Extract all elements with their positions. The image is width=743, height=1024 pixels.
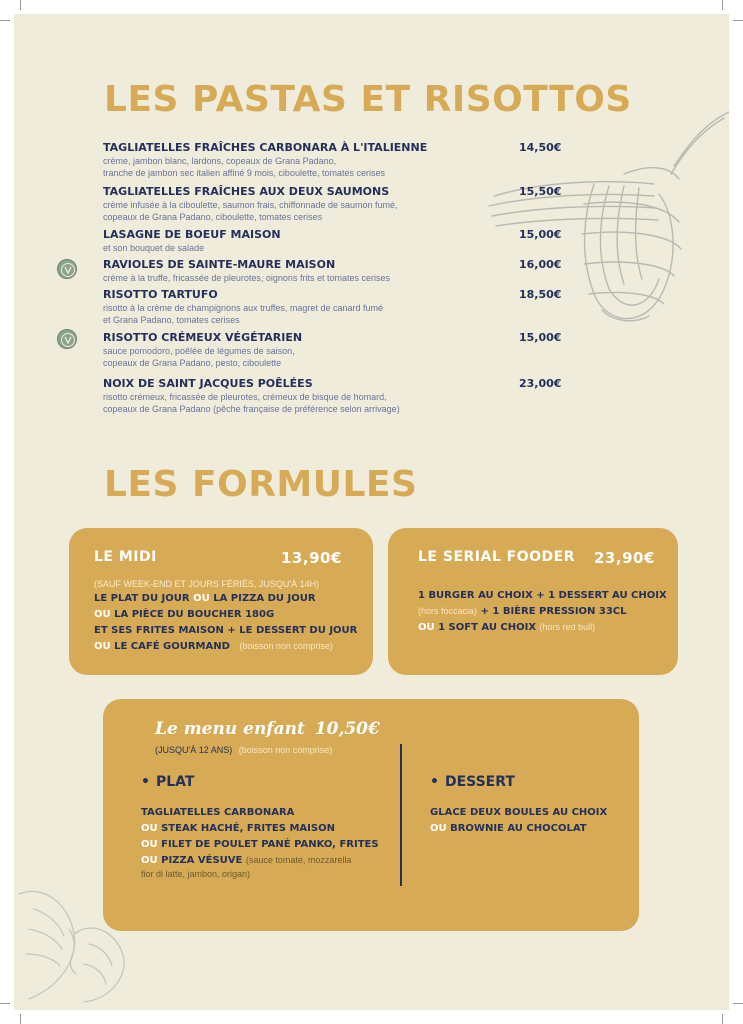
menu-item xyxy=(103,258,583,284)
menu-enfant-age xyxy=(155,745,332,755)
formule-line xyxy=(418,620,595,635)
line-text: TAGLIATELLES CARBONARA xyxy=(141,807,295,818)
ou-text: OU xyxy=(94,641,111,652)
formule-line xyxy=(94,607,274,622)
line-text: LA PIÈCE DU BOUCHER 180G xyxy=(114,609,275,620)
formule-price: 23,90€ xyxy=(594,549,655,567)
item-desc: et son bouquet de salade xyxy=(103,243,205,253)
item-name: TAGLIATELLES FRAÎCHES CARBONARA À L'ITALIENNE xyxy=(103,141,428,154)
line-note: (hors red bull) xyxy=(539,622,596,632)
item-name: RISOTTO CRÉMEUX VÉGÉTARIEN xyxy=(103,331,303,344)
formule-line xyxy=(94,639,333,654)
menu-item xyxy=(103,331,583,369)
line-text: PIZZA VÉSUVE xyxy=(161,855,243,866)
menu-enfant-card xyxy=(103,699,639,931)
item-name: NOIX DE SAINT JACQUES POÊLÉES xyxy=(103,377,313,390)
ou-text: OU xyxy=(141,855,158,866)
item-price: 23,00€ xyxy=(519,377,562,390)
item-name: RISOTTO TARTUFO xyxy=(103,288,218,301)
menu-enfant-price: 10,50€ xyxy=(314,719,380,739)
crop-mark xyxy=(722,1014,723,1024)
formule-line xyxy=(418,604,627,619)
item-desc: copeaux de Grana Padano, ciboulette, tomates cerises xyxy=(103,212,323,222)
farfalle-illustration xyxy=(14,874,144,1010)
line-text: BROWNIE AU CHOCOLAT xyxy=(450,823,587,834)
line-note: (hors foccacia) xyxy=(418,606,478,616)
plat-line xyxy=(141,805,294,820)
item-desc: sauce pomodoro, poêlée de légumes de saison, xyxy=(103,346,295,356)
line-text: FILET DE POULET PANÉ PANKO, FRITES xyxy=(161,839,379,850)
formule-serial-fooder-card xyxy=(388,528,678,675)
dessert-line xyxy=(430,821,587,836)
ou-text: OU xyxy=(193,593,210,604)
vegetarian-badge-icon xyxy=(57,329,77,349)
plat-line xyxy=(141,821,335,836)
formule-midi-card xyxy=(69,528,373,675)
plat-line xyxy=(141,867,250,882)
formule-note: (SAUF WEEK-END ET JOURS FÉRIÉS, JUSQU'À 14H) xyxy=(94,579,320,589)
line-text: GLACE DEUX BOULES AU CHOIX xyxy=(430,807,608,818)
item-desc: risotto à la crème de champignons aux truffes, magret de canard fumé xyxy=(103,303,383,313)
crop-mark xyxy=(733,20,743,21)
item-name: TAGLIATELLES FRAÎCHES AUX DEUX SAUMONS xyxy=(103,185,390,198)
menu-item xyxy=(103,377,583,415)
formule-line xyxy=(418,588,667,603)
line-text: 1 SOFT AU CHOIX xyxy=(438,622,537,633)
line-text: ET SES FRITES MAISON + LE DESSERT DU JOUR xyxy=(94,625,358,636)
formule-line xyxy=(94,623,357,638)
ou-text: OU xyxy=(141,823,158,834)
formule-line xyxy=(94,591,316,606)
item-desc: crème, jambon blanc, lardons, copeaux de Grana Padano, xyxy=(103,156,337,166)
crop-mark xyxy=(0,1003,10,1004)
ou-text: OU xyxy=(430,823,447,834)
dessert-label: DESSERT xyxy=(444,774,515,790)
section-title-formules: LES FORMULES xyxy=(104,464,418,505)
menu-item xyxy=(103,141,583,179)
line-text: 1 BURGER AU CHOIX + 1 DESSERT AU CHOIX xyxy=(418,590,667,601)
dessert-line xyxy=(430,805,607,820)
column-divider xyxy=(400,744,402,886)
age-text: (JUSQU'À 12 ANS) xyxy=(155,745,233,755)
formule-price: 13,90€ xyxy=(281,549,342,567)
item-price: 15,00€ xyxy=(519,228,562,241)
menu-sheet xyxy=(14,14,729,1010)
plat-line xyxy=(141,837,379,852)
plat-heading: • PLAT xyxy=(141,774,195,790)
line-note: (boisson non comprise) xyxy=(239,641,333,651)
line-text: + 1 BIÈRE PRESSION 33CL xyxy=(480,606,627,617)
item-price: 15,50€ xyxy=(519,185,562,198)
item-desc: crème infusée à la ciboulette, saumon frais, chiffonnade de saumon fumé, xyxy=(103,200,398,210)
line-text: STEAK HACHÉ, FRITES MAISON xyxy=(161,823,335,834)
crop-mark xyxy=(733,1003,743,1004)
crop-mark xyxy=(20,0,21,10)
crop-mark xyxy=(0,20,10,21)
item-price: 14,50€ xyxy=(519,141,562,154)
ou-text: OU xyxy=(141,839,158,850)
line-note: fior di latte, jambon, origan) xyxy=(141,869,251,879)
plat-label: PLAT xyxy=(155,774,195,790)
item-desc: crème à la truffe, fricassée de pleurotes, oignons frits et tomates cerises xyxy=(103,273,390,283)
menu-enfant-title xyxy=(155,719,380,739)
formule-name: LE MIDI xyxy=(94,549,157,565)
item-price: 15,00€ xyxy=(519,331,562,344)
ou-text: OU xyxy=(418,622,435,633)
menu-item xyxy=(103,185,583,223)
section-title-pastas: LES PASTAS ET RISOTTOS xyxy=(104,79,632,120)
plat-line xyxy=(141,853,351,868)
menu-item xyxy=(103,228,583,254)
item-name: LASAGNE DE BOEUF MAISON xyxy=(103,228,281,241)
item-desc: tranche de jambon sec italien affiné 9 mois, ciboulette, tomates cerises xyxy=(103,168,385,178)
item-price: 16,00€ xyxy=(519,258,562,271)
line-text: LE CAFÉ GOURMAND xyxy=(114,641,230,652)
drink-note: (boisson non comprise) xyxy=(238,745,333,755)
item-name: RAVIOLES DE SAINTE-MAURE MAISON xyxy=(103,258,336,271)
dessert-heading: • DESSERT xyxy=(430,774,515,790)
crop-mark xyxy=(20,1014,21,1024)
menu-item xyxy=(103,288,583,326)
ou-text: OU xyxy=(94,609,111,620)
item-desc: copeaux de Grana Padano, pesto, ciboulette xyxy=(103,358,282,368)
item-desc: et Grana Padano, tomates cerises xyxy=(103,315,240,325)
item-desc: risotto crémeux, fricassée de pleurotes, crémeux de bisque de homard, xyxy=(103,392,387,402)
item-desc: copeaux de Grana Padano (pêche française de préférence selon arrivage) xyxy=(103,404,400,414)
line-note: (sauce tomate, mozzarella xyxy=(245,855,352,865)
formule-name: LE SERIAL FOODER xyxy=(418,549,575,565)
vegetarian-badge-icon xyxy=(57,259,77,279)
item-price: 18,50€ xyxy=(519,288,562,301)
crop-mark xyxy=(722,0,723,10)
line-text: LE PLAT DU JOUR xyxy=(94,593,190,604)
line-text: LA PIZZA DU JOUR xyxy=(213,593,316,604)
menu-enfant-label: Le menu enfant xyxy=(155,719,305,739)
